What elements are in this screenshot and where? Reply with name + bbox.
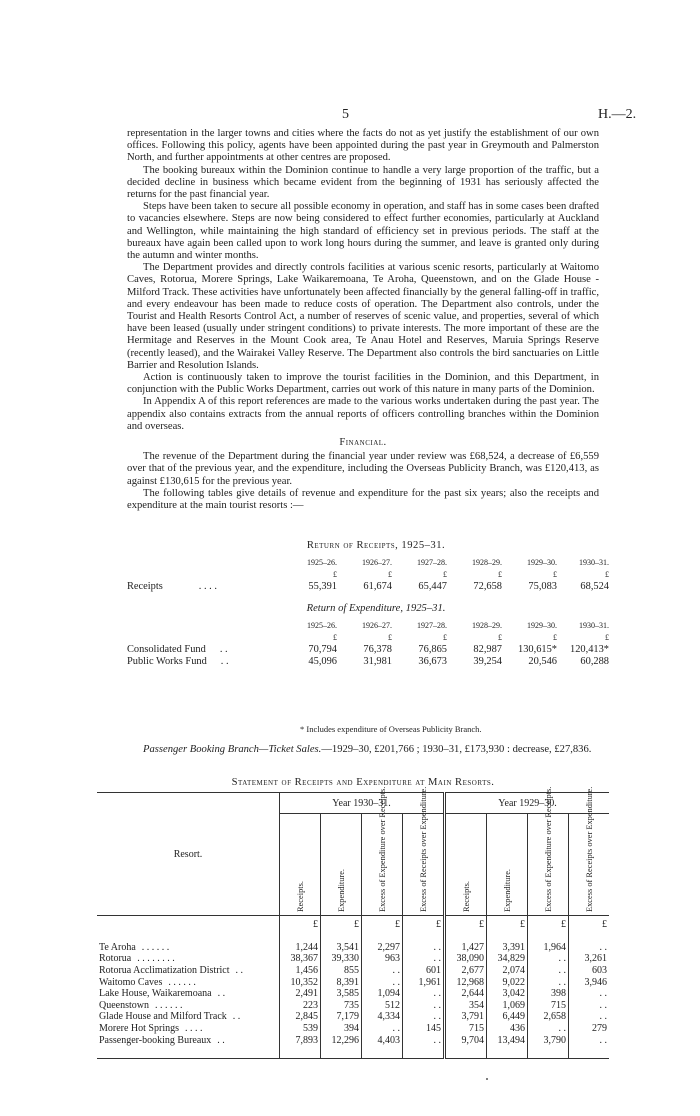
cell-value: 539 <box>280 1023 321 1035</box>
cell-value: 279 <box>569 1023 610 1035</box>
year-header: 1927–28. <box>417 557 447 567</box>
receipts-value: 55,391 <box>308 580 337 592</box>
dot-leader: . . <box>217 1034 225 1046</box>
expenditure-value: 31,981 <box>363 655 392 667</box>
expenditure-value: 70,794 <box>308 643 337 655</box>
cell-value: 394 <box>321 1023 362 1035</box>
resort-name <box>97 1011 280 1023</box>
dot-leader: . . <box>219 643 228 655</box>
resort-label: Glade House and Milford Track <box>99 1011 227 1023</box>
cell-value: 715 <box>528 1000 569 1012</box>
column-header: Excess of Receipts over Expenditure. <box>584 786 594 912</box>
resort-label: Te Aroha <box>99 941 136 953</box>
cell-value: 2,074 <box>487 965 528 977</box>
cell-value: . . <box>362 976 403 988</box>
cell-value: 1,069 <box>487 1000 528 1012</box>
currency-symbol: £ <box>528 916 569 931</box>
row-label: Consolidated Fund <box>127 643 206 655</box>
paragraph: The Department provides and directly controls facilities at various scenic resorts, particularly at Waitomo Caves, Rotorua, Morere Springs, Lake Waikaremoana, Te Aroha, Queenstown, and on the Glade House - Milford Track. These activities have unfortunately been affected financially by the general falling-off in traffic, and every endeavour has been made to reduce costs of operation. The Department also controls, under the Tourist and Health Resorts Control Act, a number of reserves of scenic value, and properties, several of which have been leased (usually under stringent conditions) to private interests. The more important of these are the Hermitage and Reserves in the Mount Cook area, Te Anau Hotel and Reserves, Maruia Springs Reserve (recently leased), and the Wairakei Valley Reserve. The Department also controls the bird sanctuaries on Little Barrier and Resolution Islands. <box>127 262 599 371</box>
currency-symbol: £ <box>445 916 487 931</box>
column-header: Excess of Receipts over Expenditure. <box>418 786 428 912</box>
page-number: 5 <box>342 107 349 122</box>
cell-value: 3,791 <box>445 1011 487 1023</box>
table-row <box>127 643 609 655</box>
cell-value: 12,968 <box>445 976 487 988</box>
resort-name <box>97 965 280 977</box>
resort-label: Queenstown <box>99 999 149 1011</box>
year-group-header: Year 1929–30. <box>445 793 610 814</box>
resort-label: Rotorua Acclimatization District <box>99 965 230 977</box>
cell-value: 38,090 <box>445 953 487 965</box>
resort-label: Morere Hot Springs <box>99 1023 179 1035</box>
currency-symbol: £ <box>605 632 609 642</box>
cell-value: 13,494 <box>487 1034 528 1046</box>
cell-value: 12,296 <box>321 1034 362 1046</box>
cell-value: 3,391 <box>487 942 528 954</box>
cell-value: 1,427 <box>445 942 487 954</box>
resort-name <box>97 1034 280 1046</box>
resort-name <box>97 988 280 1000</box>
table-row <box>97 1011 609 1023</box>
currency-symbol: £ <box>333 632 337 642</box>
cell-value: 8,391 <box>321 976 362 988</box>
table-row <box>97 1000 609 1012</box>
resorts-table <box>97 786 609 1059</box>
cell-value: 39,330 <box>321 953 362 965</box>
cell-value: 10,352 <box>280 976 321 988</box>
cell-value: 2,658 <box>528 1011 569 1023</box>
column-header: Excess of Expenditure over Receipts. <box>543 786 553 912</box>
receipts-table-title: Return of Receipts, 1925–31. <box>306 540 446 551</box>
cell-value: 2,297 <box>362 942 403 954</box>
cell-value: 3,585 <box>321 988 362 1000</box>
currency-symbol: £ <box>388 569 392 579</box>
financial-heading: Financial. <box>339 437 387 449</box>
paragraph: The following tables give details of revenue and expenditure for the past six years; also the receipts and expenditure at the main tourist resorts :— <box>127 487 599 512</box>
row-label: Receipts <box>127 580 163 592</box>
cell-value: 1,456 <box>280 965 321 977</box>
currency-symbol: £ <box>362 916 403 931</box>
currency-symbol: £ <box>403 916 445 931</box>
cell-value: 3,946 <box>569 976 610 988</box>
expenditure-value: 20,546 <box>528 655 557 667</box>
cell-value: 2,845 <box>280 1011 321 1023</box>
cell-value: 512 <box>362 1000 403 1012</box>
cell-value: . . <box>528 1023 569 1035</box>
resort-label: Waitomo Caves <box>99 976 163 988</box>
paragraph: The revenue of the Department during the financial year under review was £68,524, a decrease of £6,559 over that of the previous year, and the expenditure, including the Overseas Publicity Branch, was £120,413, as against £130,615 for the previous year. <box>127 451 599 487</box>
row-label: Public Works Fund <box>127 655 207 667</box>
resort-label: Lake House, Waikaremoana <box>99 988 212 1000</box>
receipts-value: 61,674 <box>363 580 392 592</box>
currency-symbol: £ <box>569 916 610 931</box>
passenger-text: —1929–30, £201,766 ; 1930–31, £173,930 : decrease, £27,836. <box>321 744 592 755</box>
expenditure-value: 130,615* <box>518 643 557 655</box>
column-header: Excess of Expenditure over Receipts. <box>377 786 387 912</box>
currency-symbol: £ <box>487 916 528 931</box>
passenger-sales-paragraph <box>127 744 599 756</box>
cell-value: 603 <box>569 965 610 977</box>
resort-label: Passenger-booking Bureaux <box>99 1034 212 1046</box>
currency-symbol: £ <box>443 569 447 579</box>
expenditure-value: 82,987 <box>473 643 502 655</box>
table-row <box>97 1023 609 1035</box>
paragraph: In Appendix A of this report references are made to the various works undertaken during the past year. The appendix also contains extracts from the annual reports of officers controlling branches within the Dominion and overseas. <box>127 396 599 432</box>
expenditure-value: 36,673 <box>418 655 447 667</box>
dot-leader: . . . . <box>185 1023 203 1035</box>
resorts-table-title: Statement of Receipts and Expenditure at Main Resorts. <box>231 777 495 788</box>
cell-value: . . <box>569 1011 610 1023</box>
expenditure-table <box>127 619 609 667</box>
cell-value: . . <box>569 942 610 954</box>
expenditure-value: 76,378 <box>363 643 392 655</box>
expenditure-table-title: Return of Expenditure, 1925–31. <box>306 603 446 614</box>
cell-value: 2,644 <box>445 988 487 1000</box>
cell-value: . . <box>569 1000 610 1012</box>
year-header: 1926–27. <box>362 557 392 567</box>
cell-value: 354 <box>445 1000 487 1012</box>
dot-leader: . . <box>220 655 229 667</box>
year-header: 1930–31. <box>579 620 609 630</box>
currency-symbol: £ <box>553 632 557 642</box>
cell-value: 1,094 <box>362 988 403 1000</box>
cell-value: 1,961 <box>403 976 445 988</box>
year-header: 1930–31. <box>579 557 609 567</box>
dot-leader: . . . . . . <box>168 976 196 988</box>
document-reference: H.—2. <box>598 107 637 122</box>
receipts-value: 75,083 <box>528 580 557 592</box>
expenditure-value: 76,865 <box>418 643 447 655</box>
receipts-value: 72,658 <box>473 580 502 592</box>
year-header: 1925–26. <box>307 620 337 630</box>
currency-symbol: £ <box>333 569 337 579</box>
cell-value: 38,367 <box>280 953 321 965</box>
cell-value: . . <box>362 1023 403 1035</box>
year-header: 1928–29. <box>472 557 502 567</box>
year-header: 1928–29. <box>472 620 502 630</box>
cell-value: . . <box>403 1000 445 1012</box>
footnote: * Includes expenditure of Overseas Publicity Branch. <box>300 724 482 734</box>
cell-value: 2,491 <box>280 988 321 1000</box>
table-row <box>97 1034 609 1046</box>
year-group-header: Year 1930–31. <box>280 793 445 814</box>
currency-symbol: £ <box>605 569 609 579</box>
cell-value: 7,179 <box>321 1011 362 1023</box>
column-header: Expenditure. <box>336 868 346 912</box>
cell-value: 855 <box>321 965 362 977</box>
currency-symbol: £ <box>388 632 392 642</box>
year-header: 1926–27. <box>362 620 392 630</box>
dot-leader: . . <box>232 1011 241 1023</box>
currency-symbol: £ <box>498 569 502 579</box>
year-header: 1929–30. <box>527 557 557 567</box>
resort-label: Rotorua <box>99 953 132 965</box>
cell-value: 735 <box>321 1000 362 1012</box>
column-header: Receipts. <box>295 881 305 912</box>
table-row <box>97 953 609 965</box>
paragraph: representation in the larger towns and cities where the facts do not as yet justify the establishment of our own offices. Following this policy, agents have been appointed during the past year in Greymouth and Palmerston North, and further appointments at other centres are proposed. <box>127 128 599 164</box>
paragraph: Steps have been taken to secure all possible economy in operation, and staff has in some cases been drafted to vacancies elsewhere. Steps are now being considered to effect further economies, particularly at Auckland and Wellington, while maintaining the high standard of efficiency set in previous periods. The staff at the bureaux have again been called upon to work long hours during the summer, and leave is granted only during the autumn and winter months. <box>127 201 599 262</box>
resort-name <box>97 1023 280 1035</box>
cell-value: 3,042 <box>487 988 528 1000</box>
currency-symbol: £ <box>553 569 557 579</box>
year-header: 1929–30. <box>527 620 557 630</box>
dot-leader: . . . . . . <box>155 999 183 1011</box>
cell-value: 34,829 <box>487 953 528 965</box>
cell-value: 2,677 <box>445 965 487 977</box>
cell-value: . . <box>403 942 445 954</box>
cell-value: 223 <box>280 1000 321 1012</box>
dot-leader: . . <box>217 988 226 1000</box>
cell-value: 7,893 <box>280 1034 321 1046</box>
column-header: Receipts. <box>461 881 471 912</box>
year-header: 1927–28. <box>417 620 447 630</box>
cell-value: . . <box>403 1034 445 1046</box>
currency-symbol: £ <box>443 632 447 642</box>
cell-value: 9,022 <box>487 976 528 988</box>
cell-value: . . <box>362 965 403 977</box>
cell-value: . . <box>403 953 445 965</box>
paragraph: The booking bureaux within the Dominion continue to handle a very large proportion of the traffic, but a decided decline in business which became evident from the beginning of 1931 has seriously affected the returns for the past financial year. <box>127 164 599 201</box>
cell-value: 1,244 <box>280 942 321 954</box>
table-row <box>97 965 609 977</box>
resort-column-header: Resort. <box>97 793 280 916</box>
cell-value: 145 <box>403 1023 445 1035</box>
column-header: Expenditure. <box>502 868 512 912</box>
cell-value: 963 <box>362 953 403 965</box>
currency-symbol: £ <box>321 916 362 931</box>
cell-value: 398 <box>528 988 569 1000</box>
dot-leader: . . . . . . . . <box>137 953 175 965</box>
resort-name <box>97 976 280 988</box>
resort-name <box>97 942 280 954</box>
cell-value: . . <box>403 1011 445 1023</box>
cell-value: . . <box>569 988 610 1000</box>
receipts-value: 65,447 <box>418 580 447 592</box>
cell-value: 6,449 <box>487 1011 528 1023</box>
cell-value: . . <box>528 953 569 965</box>
table-row <box>127 655 609 667</box>
cell-value: . . <box>569 1034 610 1046</box>
expenditure-value: 45,096 <box>308 655 337 667</box>
cell-value: . . <box>403 988 445 1000</box>
cell-value: . . <box>528 965 569 977</box>
passenger-label: Passenger Booking Branch—Ticket Sales. <box>143 744 322 755</box>
cell-value: 1,964 <box>528 942 569 954</box>
cell-value: 436 <box>487 1023 528 1035</box>
ink-speck <box>486 1078 488 1080</box>
cell-value: 715 <box>445 1023 487 1035</box>
paragraph: Action is continuously taken to improve the tourist facilities in the Dominion, and this Department, in conjunction with the Public Works Department, carries out work of this nature in many parts of the Dominion. <box>127 372 599 396</box>
currency-symbol: £ <box>498 632 502 642</box>
expenditure-value: 120,413* <box>570 643 609 655</box>
body-text <box>127 128 599 512</box>
dot-leader: . . . . <box>198 580 217 592</box>
resort-name <box>97 953 280 965</box>
expenditure-value: 60,288 <box>580 655 609 667</box>
dot-leader: . . . . . . <box>141 941 170 953</box>
dot-leader: . . <box>235 965 244 977</box>
cell-value: 4,334 <box>362 1011 403 1023</box>
receipts-table <box>127 556 609 592</box>
currency-symbol: £ <box>280 916 321 931</box>
table-row <box>97 988 609 1000</box>
table-row <box>97 942 609 954</box>
cell-value: . . <box>528 976 569 988</box>
expenditure-value: 39,254 <box>473 655 502 667</box>
receipts-value: 68,524 <box>580 580 609 592</box>
cell-value: 9,704 <box>445 1034 487 1046</box>
resort-name <box>97 1000 280 1012</box>
cell-value: 3,261 <box>569 953 610 965</box>
cell-value: 3,790 <box>528 1034 569 1046</box>
cell-value: 3,541 <box>321 942 362 954</box>
year-header: 1925–26. <box>307 557 337 567</box>
cell-value: 601 <box>403 965 445 977</box>
cell-value: 4,403 <box>362 1034 403 1046</box>
table-row <box>97 976 609 988</box>
